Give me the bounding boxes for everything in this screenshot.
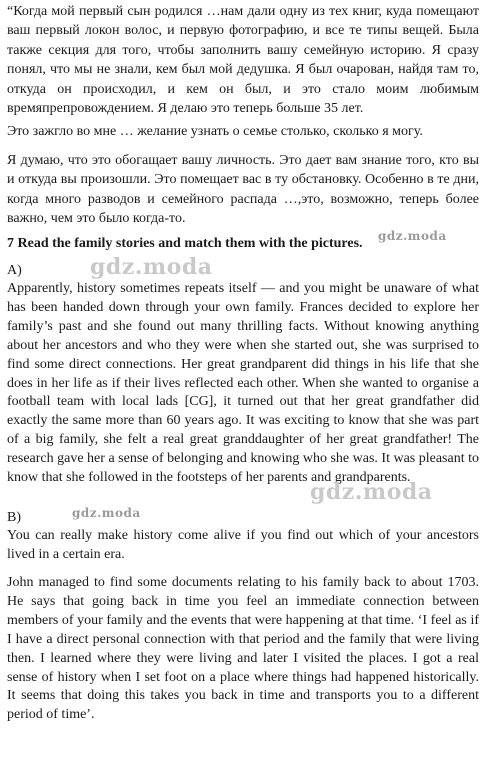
story-b-text: John managed to find some documents relating to his family back to about 1703. He says that going back in time you feel an immediate connection between members of your family and the events that were happening at that time. ‘I feel as if I have a direct personal connection with that period and the family that were living then. I learned where they were living and later I visited the places. I got a real sense of history when I set foot on a place where things had happened historically. It seems that doing this takes you back in time and transports you to a different period of time’. bbox=[7, 575, 479, 723]
story-a-label: A) bbox=[7, 263, 22, 278]
story-b-label: B) bbox=[7, 510, 21, 525]
watermark-logo: gdz.moda bbox=[310, 479, 433, 505]
russian-paragraph-3: Я думаю, что это обогащает вашу личность. Это дает вам знание того, кто вы и откуда вы произошли. Это помещает вас в ту обстановку. Особенно в те дни, когда много разводов и семейного распада …,это, возможно, теперь более важно, чем это было когда-то. bbox=[7, 153, 479, 227]
russian-paragraph-1: “Когда мой первый сын родился …нам дали одну из тех книг, куда помещают ваш первый локон волос, и первую фотографию, и все те типы вещей. Была также секция для того, чтобы заполнить вашу семейную историю. Я сразу понял, что мы не знали, кем был мой дедушка. Я был очарован, найдя там то, откуда он происходил, и кем он был, и это стало моим любимым времяпрепровождением. Я делаю это теперь больше 35 лет. bbox=[7, 4, 479, 117]
watermark-logo: gdz.moda bbox=[90, 254, 213, 280]
watermark-logo: gdz.moda bbox=[72, 506, 141, 520]
exercise-heading: 7 Read the family stories and match them with the pictures. bbox=[7, 236, 363, 251]
story-a-text: Apparently, history sometimes repeats itself — and you might be unaware of what has been handed down through your own family. Frances decided to explore her family’s past and she found out many thrilling facts. Without knowing anything about her ancestors and who they were when she started out, she was surprised to find some direct connections. Her great grandparent did things in his life that she does in her life as if their lives reflected each other. When she wanted to organise a football team with local lads [CG], it turned out that her great grandfather did exactly the same more than 60 years ago. It was exciting to know that she was part of a big family, she felt a real great granddaughter of her great grandfather! The research gave her a sense of belonging and knowing who she was. It was pleasant to know that she followed in the footsteps of her parents and grandparents. bbox=[7, 281, 479, 486]
russian-paragraph-2: Это зажгло во мне … желание узнать о семье столько, сколько я могу. bbox=[7, 124, 423, 139]
story-b-intro: You can really make history come alive if you find out which of your ancestors lived in a certain era. bbox=[7, 528, 479, 562]
watermark-logo: gdz.moda bbox=[378, 229, 447, 243]
